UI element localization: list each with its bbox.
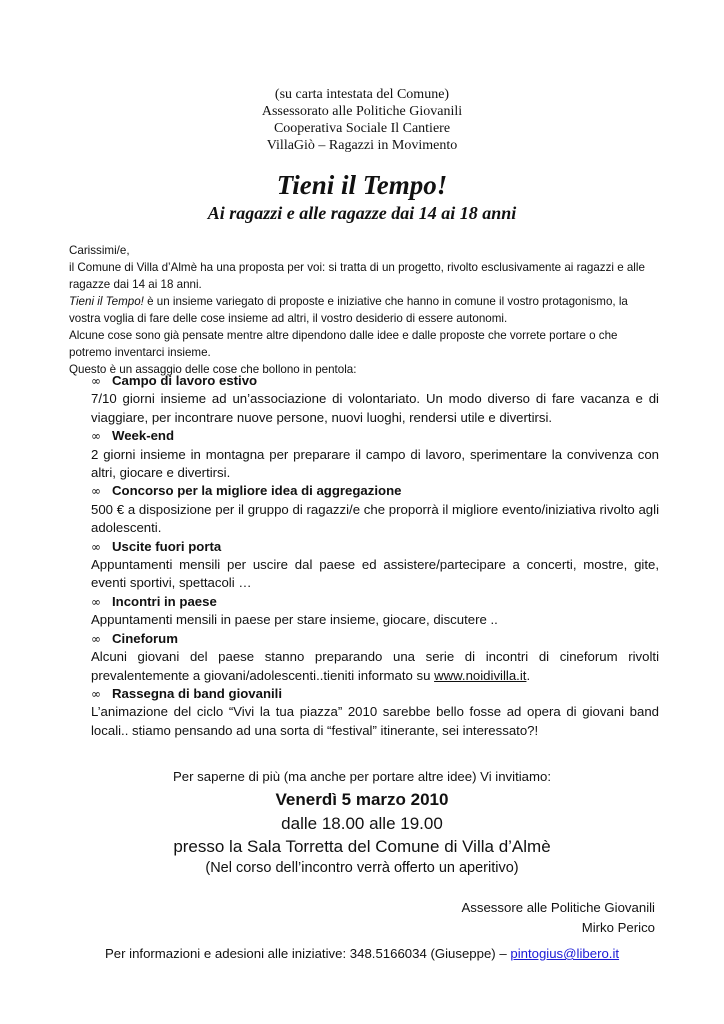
- document-subtitle: Ai ragazzi e alle ragazze dai 14 ai 18 anni: [207, 203, 517, 223]
- intro-paragraph-2-rest: è un insieme variegato di proposte e iniziative che hanno in comune il vostro protagonismo, la vostra voglia di fare delle cose insieme ad altri, il vostro desiderio di essere autonomi.: [69, 295, 628, 325]
- infinity-bullet-icon: ∞: [91, 539, 101, 554]
- item-description: 2 giorni insieme in montagna per preparare il campo di lavoro, sperimentare la convivenza con altri, giocare e divertirsi.: [91, 446, 659, 481]
- email-link[interactable]: pintogius@libero.it: [510, 946, 620, 961]
- item-title: Week-end: [112, 428, 175, 444]
- intro-text: [69, 242, 659, 378]
- item-description: 500 € a disposizione per il gruppo di ragazzi/e che proporrà il migliore evento/iniziativa rivolto agli adolescenti.: [91, 501, 659, 536]
- intro-paragraph-4: Questo è un assaggio delle cose che bollono in pentola:: [69, 363, 357, 376]
- item-title: Concorso per la migliore idea di aggregazione: [112, 483, 402, 499]
- initiatives-list: [69, 372, 659, 740]
- letterhead-project: VillaGiò – Ragazzi in Movimento: [266, 138, 458, 153]
- contact-line: [0, 944, 724, 964]
- list-item: [69, 427, 659, 482]
- item-title: Incontri in paese: [112, 593, 217, 609]
- infinity-bullet-icon: ∞: [91, 631, 101, 646]
- list-item: [69, 482, 659, 537]
- item-title: Rassegna di band giovanili: [112, 685, 283, 701]
- signature-role: Assessore alle Politiche Giovanili: [461, 900, 655, 915]
- infinity-bullet-icon: ∞: [91, 484, 101, 499]
- item-title: Uscite fuori porta: [112, 538, 222, 554]
- infinity-bullet-icon: ∞: [91, 594, 101, 609]
- intro-paragraph-3: Alcune cose sono già pensate mentre altre dipendono dalle idee e dalle proposte che vorrete portare o che potremo inventarci insieme.: [69, 329, 618, 359]
- item-description: [91, 648, 659, 685]
- event-place: presso la Sala Torretta del Comune di Villa d’Almè: [173, 837, 551, 856]
- item-description-end: .: [526, 667, 531, 683]
- project-name-italic: Tieni il Tempo!: [69, 295, 144, 308]
- letterhead-note: (su carta intestata del Comune): [274, 87, 450, 102]
- item-description: L’animazione del ciclo “Vivi la tua piazza” 2010 sarebbe bello fosse ad opera di giovani band locali.. stiamo pensando ad una sorta di “festival” itinerante, sei interessato?!: [91, 704, 659, 738]
- list-item: [69, 630, 659, 685]
- letterhead: [0, 86, 724, 154]
- letterhead-office: Assessorato alle Politiche Giovanili: [261, 104, 463, 119]
- signature-name: Mirko Perico: [581, 920, 655, 935]
- greeting: Carissimi/e,: [69, 244, 130, 257]
- item-description-text: Alcuni giovani del paese stanno preparando una serie di incontri di cineforum rivolti prevalentemente a giovani/adolescenti..tieniti informato su: [91, 649, 659, 683]
- invite-text: Per saperne di più (ma anche per portare altre idee) Vi invitiamo:: [173, 769, 551, 784]
- event-date: Venerdì 5 marzo 2010: [275, 790, 449, 809]
- event-note: (Nel corso dell’incontro verrà offerto un aperitivo): [205, 860, 519, 876]
- item-description: Appuntamenti mensili per uscire dal paese ed assistere/partecipare a concerti, mostre, gite, eventi sportivi, spettacoli …: [91, 557, 659, 591]
- letterhead-cooperative: Cooperativa Sociale Il Cantiere: [273, 121, 451, 136]
- list-item: [69, 685, 659, 740]
- event-time: dalle 18.00 alle 19.00: [281, 814, 443, 833]
- intro-paragraph-1: il Comune di Villa d’Almè ha una proposta per voi: si tratta di un progetto, rivolto esclusivamente ai ragazzi e alle ragazze dai 14 ai 18 anni.: [69, 261, 645, 291]
- item-title: Campo di lavoro estivo: [112, 373, 258, 388]
- signature-block: [461, 898, 655, 938]
- item-title: Cineforum: [112, 630, 178, 646]
- intro-paragraph-2: [69, 293, 659, 327]
- document-title: Tieni il Tempo!: [276, 170, 448, 200]
- infinity-bullet-icon: ∞: [91, 374, 101, 388]
- contact-text: Per informazioni e adesioni alle iniziative: 348.5166034 (Giuseppe) –: [104, 946, 511, 961]
- list-item: [69, 372, 659, 427]
- list-item: [69, 593, 659, 630]
- infinity-bullet-icon: ∞: [91, 429, 101, 444]
- noidivilla-link[interactable]: www.noidivilla.it: [434, 667, 527, 683]
- item-description: Appuntamenti mensili in paese per stare insieme, giocare, discutere ..: [91, 612, 498, 628]
- infinity-bullet-icon: ∞: [91, 686, 101, 701]
- item-description: 7/10 giorni insieme ad un’associazione di volontariato. Un modo diverso di fare vacanza e di viaggiare, per incontrare nuove persone, nuovi luoghi, rendersi utile e divertirsi.: [91, 391, 659, 425]
- list-item: [69, 538, 659, 593]
